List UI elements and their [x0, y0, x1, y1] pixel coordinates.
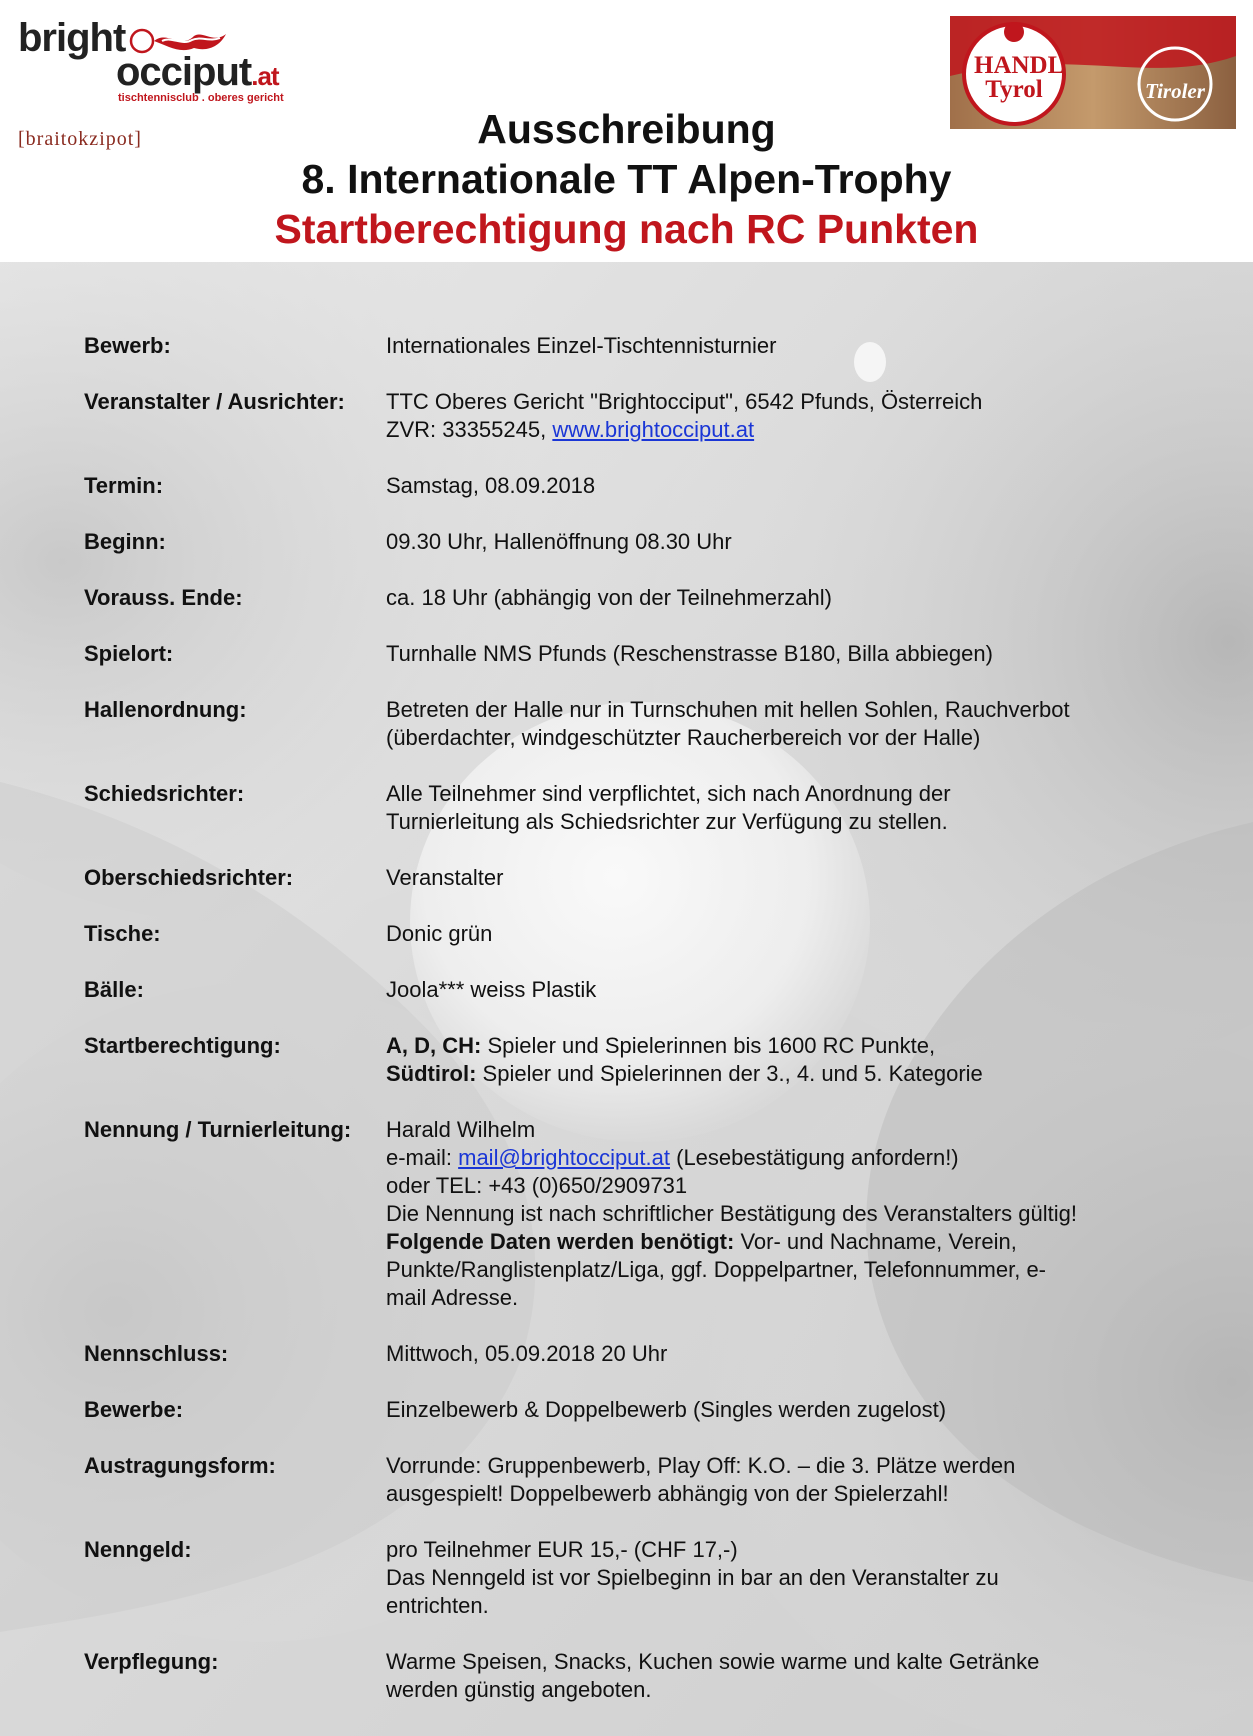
value-nennschluss: Mittwoch, 05.09.2018 20 Uhr — [386, 1341, 668, 1366]
label-austragungsform: Austragungsform: — [84, 1453, 276, 1478]
row-bewerb — [84, 332, 1204, 360]
label-tische: Tische: — [84, 921, 161, 946]
sponsor-name: HANDL Tyrol — [974, 52, 1065, 103]
value-baelle: Joola*** weiss Plastik — [386, 977, 597, 1002]
row-nenngeld — [84, 1536, 1204, 1620]
label-verpflegung: Verpflegung: — [84, 1649, 219, 1674]
label-bewerb: Bewerb: — [84, 333, 171, 358]
value-veranstalter: TTC Oberes Gericht "Brightocciput", 6542 Pfunds, Österreich ZVR: 33355245, www.brightocciput.at — [386, 389, 983, 442]
sponsor-subtitle: Tiroler — [1145, 79, 1205, 103]
row-beginn — [84, 528, 1204, 556]
row-oberschiedsrichter — [84, 864, 1204, 892]
value-austragungsform: Vorrunde: Gruppenbewerb, Play Off: K.O. – die 3. Plätze werden ausgespielt! Doppelbewerb abhängig von der Spielerzahl! — [386, 1453, 1016, 1506]
label-nennschluss: Nennschluss: — [84, 1341, 229, 1366]
row-nennung — [84, 1116, 1204, 1312]
row-hallenordnung — [84, 696, 1204, 752]
value-verpflegung: Warme Speisen, Snacks, Kuchen sowie warme und kalte Getränke werden günstig angeboten. — [386, 1649, 1040, 1702]
label-startberechtigung: Startberechtigung: — [84, 1033, 281, 1058]
value-oberschiedsrichter: Veranstalter — [386, 865, 504, 890]
row-spielort — [84, 640, 1204, 668]
page-title: Ausschreibung — [477, 106, 776, 152]
row-veranstalter — [84, 388, 1204, 444]
value-spielort: Turnhalle NMS Pfunds (Reschenstrasse B180, Billa abbiegen) — [386, 641, 993, 666]
value-ende: ca. 18 Uhr (abhängig von der Teilnehmerzahl) — [386, 585, 832, 610]
row-baelle — [84, 976, 1204, 1004]
logo-phonetic-text: [braitokzipot] — [18, 128, 142, 150]
row-schiedsrichter — [84, 780, 1204, 836]
label-termin: Termin: — [84, 473, 164, 498]
label-baelle: Bälle: — [84, 977, 144, 1002]
label-ende: Vorauss. Ende: — [84, 585, 243, 610]
club-logo — [18, 14, 284, 109]
label-oberschiedsrichter: Oberschiedsrichter: — [84, 865, 294, 890]
value-termin: Samstag, 08.09.2018 — [386, 473, 596, 498]
email-link[interactable]: mail@brightocciput.at — [458, 1145, 670, 1170]
label-veranstalter: Veranstalter / Ausrichter: — [84, 389, 345, 414]
row-bewerbe — [84, 1396, 1204, 1424]
value-bewerb: Internationales Einzel-Tischtennisturnier — [386, 333, 777, 358]
label-hallenordnung: Hallenordnung: — [84, 697, 247, 722]
label-nenngeld: Nenngeld: — [84, 1537, 192, 1562]
value-startberechtigung: A, D, CH: Spieler und Spielerinnen bis 1600 RC Punkte, Südtirol: Spieler und Spielerinnen der 3., 4. und 5. Kategorie — [386, 1033, 983, 1086]
logo-occiput-text: occiput.at — [116, 50, 279, 94]
label-beginn: Beginn: — [84, 529, 166, 554]
value-nenngeld: pro Teilnehmer EUR 15,- (CHF 17,-) Das Nenngeld ist vor Spielbeginn in bar an den Veranstalter zu entrichten. — [386, 1537, 999, 1618]
value-bewerbe: Einzelbewerb & Doppelbewerb (Singles werden zugelost) — [386, 1397, 947, 1422]
label-bewerbe: Bewerbe: — [84, 1397, 184, 1422]
value-beginn: 09.30 Uhr, Hallenöffnung 08.30 Uhr — [386, 529, 732, 554]
title-block — [180, 104, 1073, 254]
value-hallenordnung: Betreten der Halle nur in Turnschuhen mit hellen Sohlen, Rauchverbot (überdachter, windgeschützter Raucherbereich vor der Halle) — [386, 697, 1070, 750]
details-table — [84, 332, 1204, 1732]
event-title: 8. Internationale TT Alpen-Trophy — [301, 156, 952, 202]
row-austragungsform — [84, 1452, 1204, 1508]
header — [0, 0, 1253, 262]
value-nennung: Harald Wilhelm e-mail: mail@brightocciput.at (Lesebestätigung anfordern!) oder TEL: +43 (0)650/2909731 Die Nennung ist nach schriftlicher Bestätigung des Veranstalters gültig! Folgende Daten werden benötigt: Vor- und Nachname, Verein, Punkte/Ranglistenplatz/Liga, ggf. Doppelpartner, Telefonnummer, e- mail Adresse. — [386, 1117, 1077, 1310]
value-schiedsrichter: Alle Teilnehmer sind verpflichtet, sich nach Anordnung der Turnierleitung als Schiedsrichter zur Verfügung zu stellen. — [386, 781, 951, 834]
value-tische: Donic grün — [386, 921, 493, 946]
label-spielort: Spielort: — [84, 641, 174, 666]
row-verpflegung — [84, 1648, 1204, 1704]
label-nennung: Nennung / Turnierleitung: — [84, 1117, 352, 1142]
logo-bright-text: bright — [18, 16, 126, 60]
label-schiedsrichter: Schiedsrichter: — [84, 781, 245, 806]
row-nennschluss — [84, 1340, 1204, 1368]
logo-subtitle: tischtennisclub . oberes gericht — [118, 92, 284, 104]
website-link[interactable]: www.brightocciput.at — [552, 417, 755, 442]
event-subtitle: Startberechtigung nach RC Punkten — [274, 206, 979, 252]
row-tische — [84, 920, 1204, 948]
row-ende — [84, 584, 1204, 612]
row-termin — [84, 472, 1204, 500]
row-startberechtigung — [84, 1032, 1204, 1088]
